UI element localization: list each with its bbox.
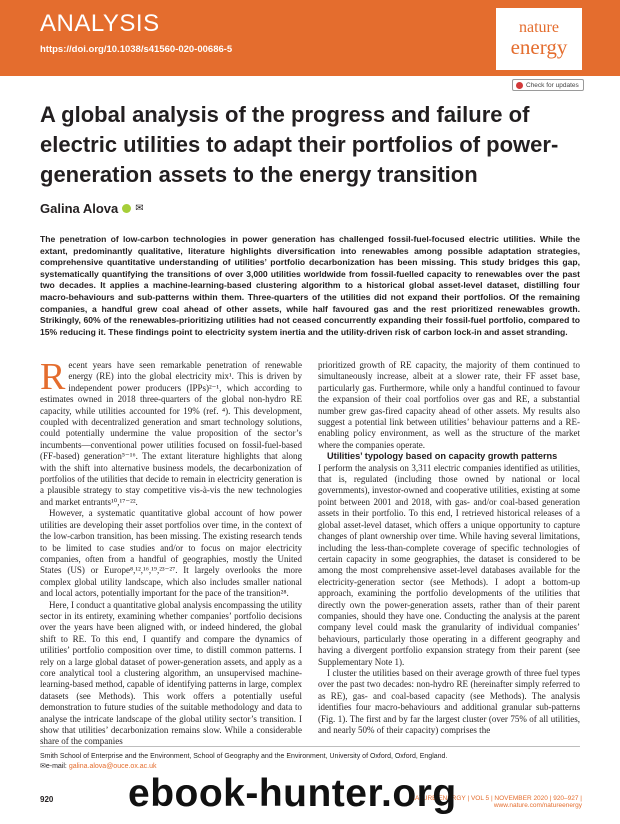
affiliation-note (40, 752, 580, 772)
journal-logo (496, 8, 582, 70)
section-heading: Utilities’ typology based on capacity growth patterns (327, 451, 558, 462)
watermark: ebook-hunter.org (128, 772, 457, 815)
header-banner (0, 0, 620, 76)
author-name[interactable]: Galina Alova (40, 201, 119, 216)
logo-line-1: nature (519, 19, 559, 36)
check-for-updates-button[interactable] (512, 79, 584, 91)
article-title: A global analysis of the progress and failure of electric utilities to adapt their portfolios of power-generation assets to the energy transition (40, 102, 559, 187)
paragraph: I perform the analysis on 3,311 electric companies identified as utilities, that is, regulated (including those owned by national or local governments), investor-owned and cooperative utilities, existing at some point between 2001 and 2018, with gas- and/or coal-based generation assets in their portfolio. To this end, I retrieved historical releases of a global asset-level dataset, which offers a unique opportunity to capture changes of plant ownership over time. While having several limitations, including the less-than-complete coverage of specific technologies of certain capacity in some geographies, the dataset is considered to be among the most comprehensive asset-level databases available for the electricity-generation sector (see Methods). I adopt a bottom-up approach, examining the portfolio developments of the utilities that directly own the power-generation assets, rather than of their parent companies, should they have one. Conducting the analysis at the parent company level could mask the granularity of individual companies’ behaviours, particularly those operating in a different geography and having a divergent portfolio expansion strategy from their parent (see Supplementary Note 1). (318, 462, 580, 667)
doi-link[interactable]: https://doi.org/10.1038/s41560-020-00686-5 (40, 44, 233, 55)
check-updates-label: Check for updates (526, 81, 579, 89)
paragraph: However, a systematic quantitative global account of how power utilities are developing their asset portfolios over time, in the context of the low-carbon transition, has been missing. The existing research tends to be limited to case studies and/or to focus on major electricity companies, often from a handful of geographies, mostly the United States (US) or Europe⁸,¹²,¹⁶,¹⁹,²³⁻²⁷. It largely overlooks the more complex global utility landscape, which also includes smaller national and local actors, potentially important for the pace of the transition²⁸. (40, 508, 302, 599)
page-number: 920 (40, 795, 54, 804)
update-check-icon (516, 82, 523, 89)
paragraph: prioritized growth of RE capacity, the majority of them continued to simultaneously increase, albeit at a slower rate, their FF asset base, particularly gas. Furthermore, while only a handful continued to favour the expansion of their coal portfolios over gas and RE, a substantial number grew gas-fired capacity ahead of other assets. My results also suggest a potential link between utilities’ behaviour patterns and a RE-enabling policy environment, as well as the structure of the market where the companies operate. (318, 360, 580, 450)
body-column-right (318, 360, 580, 736)
footer-divider (40, 746, 580, 747)
paragraph: I cluster the utilities based on their average growth of three fuel types over the past two decades: non-hydro RE (hereinafter simply referred to as RE), gas- and coal-based capacity (see Methods). The analysis identifies four macro-behaviours and additional granular sub-patterns (Fig. 1). The first and by far the largest cluster (over 75% of all utilities, and nearly 50% of their capacity) comprises the (318, 667, 580, 735)
paragraph-intro (40, 356, 302, 508)
abstract: The penetration of low-carbon technologies in power generation has challenged fossil-fuel-focused electric utilities. While the extant, predominantly qualitative, literature highlights diversification into renewables among possible adaptation strategies, comprehensive quantitative understanding of utilities’ portfolio decarbonization has been missing. This study bridges this gap, systematically quantifying the transitions of over 3,000 utilities worldwide from fossil-fuelled capacity to renewables over the past two decades. It applies a machine-learning-based clustering algorithm to a historical global asset-level dataset, distilling four macro-behaviours and sub-patterns within them. Three-quarters of the utilities did not expand their portfolios. Of the remaining companies, a handful grew coal ahead of other assets, while half favoured gas and the rest prioritized renewables growth. Strikingly, 60% of the renewables-prioritizing utilities had not ceased concurrently expanding their fossil-fuel portfolio, compared to 15% reducing it. These findings point to electricity system inertia and the utility-driven risk of carbon lock-in and asset stranding. (40, 234, 580, 337)
email-label: ✉e-mail: (40, 763, 69, 770)
journal-citation[interactable]: NATURE ENERGY | VOL 5 | NOVEMBER 2020 | 920–927 | www.nature.com/natureenergy (410, 795, 582, 809)
email-line (40, 762, 580, 772)
section-label: ANALYSIS (40, 10, 160, 37)
logo-line-2: energy (510, 35, 568, 59)
author-line (40, 201, 144, 216)
paragraph: Here, I conduct a quantitative global analysis encompassing the utility sector in its entirety, examining whether companies’ portfolio decisions over the years have been aligned with, or indeed hindered, the global shift to RE. To this end, I quantify and compare the dynamics of utilities’ portfolio composition over time, to distill common patterns. I rely on a large global dataset of power-generation assets, and apply as a core analytical tool a clustering algorithm, an unsupervised machine-learning-based method, capable of identifying patterns in large, complex datasets (see Methods). This work offers a potentially useful demonstration to future studies of the suitable methodology and data to analyse the intricate landscape of the global utility sector’s transition. I show that utilities’ decarbonization remains slow. While a considerable share of the companies (40, 599, 302, 747)
body-column-left (40, 356, 302, 748)
orcid-icon[interactable] (122, 204, 131, 213)
drop-cap: R (40, 356, 66, 398)
email-link[interactable]: galina.alova@ouce.ox.ac.uk (68, 763, 157, 770)
mail-icon[interactable]: ✉ (135, 203, 144, 214)
affiliation-text: Smith School of Enterprise and the Environment, School of Geography and the Environment, University of Oxford, Oxford, England. (40, 753, 448, 760)
paragraph-intro-text: ecent years have seen remarkable penetration of renewable energy (RE) into the global electricity mix¹. This is driven by independent power producers (IPPs)²⁻¹, which according to estimates owned in 2018 three-quarters of the global non-hydro RE capacity, while utilities accounted for 19% (ref. ⁴). This development, coupled with decentralized generation and smart technology solutions, could potentially undermine the value proposition of the sector’s incumbents—conventional power utilities focused on fossil-fuel-based (FF-based) generation⁵⁻¹⁶. The extant literature highlights that along with the shift into alternative business models, the decarbonization of portfolios of the utilities that decide to remain in electricity generation is a plausible strategy to stay competitive vis-à-vis the new technologies and market entrants¹⁰,¹⁷⁻²². (40, 360, 302, 507)
